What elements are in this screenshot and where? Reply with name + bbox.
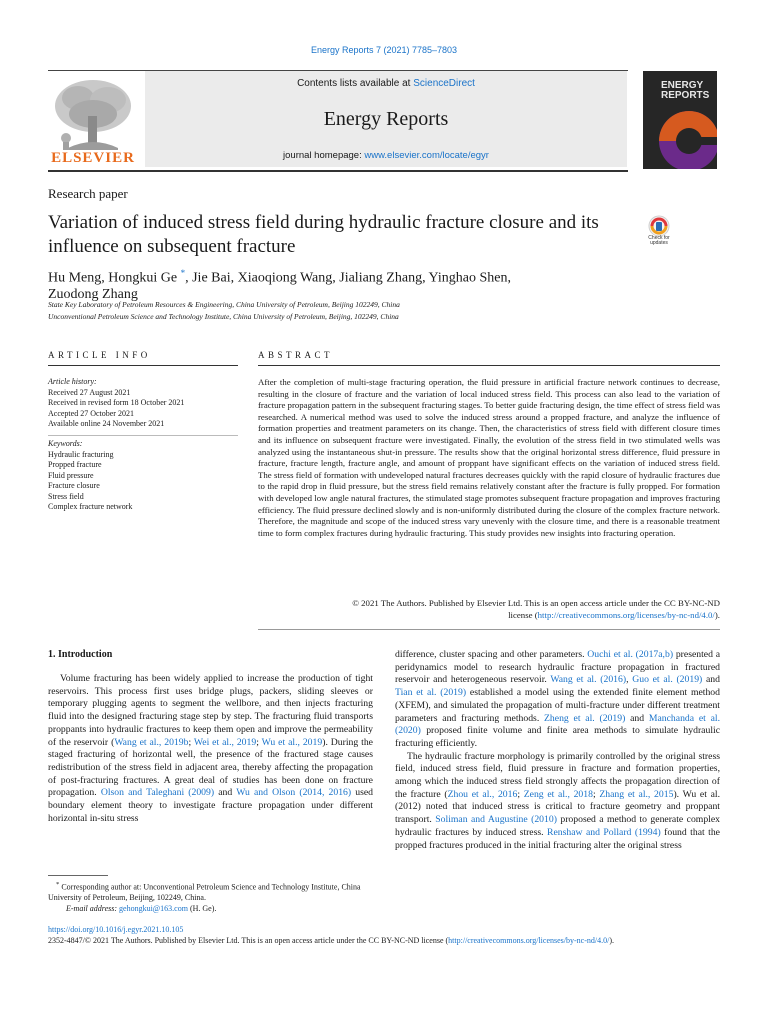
authors-part1: Hu Meng, Hongkui Ge [48, 270, 181, 286]
paper-type: Research paper [48, 186, 128, 201]
paragraph-text: presented a peridynamics model to research hydraulic fracture propagation in fractured reservoir and heterogeneous reservoir. [395, 649, 721, 686]
citation-link[interactable]: Wang et al., 2019b [114, 736, 189, 748]
citation-link[interactable]: Zheng et al. (2019) [544, 712, 626, 724]
contents-line [145, 78, 627, 89]
history-received: Received 27 August 2021 [48, 387, 131, 397]
paragraph-text: ). Wu et al. (2012) noted that induced stress is critical to fracture geometry and proppant transport. [395, 788, 721, 826]
cover-title-line1: ENERGY [661, 80, 704, 91]
abstract-bottom-rule [258, 629, 720, 630]
cover-title-line2: REPORTS [661, 90, 710, 101]
history-revised: Received in revised form 18 October 2021 [48, 398, 185, 407]
keyword: Fluid pressure [48, 470, 94, 480]
paragraph-text: proposed a method to generate complex hydraulic fractures by induced stress. [395, 814, 721, 838]
paragraph-text: ; [188, 736, 194, 748]
journal-cover-image[interactable] [643, 71, 717, 169]
doi-license-link[interactable]: http://creativecommons.org/licenses/by-nc-nd/4.0/ [448, 936, 610, 945]
authors-line2: Zuodong Zhang [48, 286, 138, 302]
citation-link[interactable]: Soliman and Augustine (2010) [435, 814, 557, 826]
citation-link[interactable]: Ouchi et al. (2017a,b) [587, 649, 674, 660]
paragraph-text: and [214, 787, 237, 799]
paragraph-text: ). During the staged fracturing of horizontal well, the presence of the fractured stage causes redistribution of the stress field in adjacent area, thereby affecting the propagation of post-fracturing fractures. A great deal of studies has been done on fracture propagation. [48, 736, 373, 799]
keyword: Stress field [48, 491, 84, 501]
footnote-email-line [48, 904, 373, 915]
check-for-updates-icon[interactable] [642, 214, 676, 254]
cover-title [661, 81, 709, 101]
abstract-heading: ABSTRACT [258, 350, 334, 360]
sciencedirect-link[interactable]: ScienceDirect [413, 78, 475, 89]
license-suffix: ). [714, 610, 720, 620]
intro-paragraph [48, 673, 373, 825]
intro-left-column [48, 673, 373, 825]
keyword: Hydraulic fracturing [48, 449, 114, 459]
article-info-divider [48, 435, 238, 436]
authors-part2: , Jie Bai, Xiaoqiong Wang, Jialiang Zhang, Yinghao Shen, [185, 270, 511, 286]
citation-link[interactable]: Zhou et al., 2016 [447, 788, 518, 800]
keywords [48, 439, 238, 513]
license-prefix: license ( [508, 610, 538, 620]
footnote-rule [48, 875, 108, 876]
contents-prefix: Contents lists available at [297, 78, 414, 89]
license-link[interactable]: http://creativecommons.org/licenses/by-nc-nd/4.0/ [537, 610, 715, 620]
paragraph-text: found that the propped fractures produced in the initial fracturing alter the original stress [395, 826, 720, 851]
keywords-label: Keywords: [48, 439, 83, 448]
paragraph-text: Volume fracturing has been widely applied to increase the production of tight reservoirs. This process first uses bridge plugs, packers, sliding sleeves or temporary plugging agents to segment the wellbore, and then injects fracturing fluid into the designed fracturing stage step by step. The fracturing fluid transports proppants into hydraulic fractures to keep them open and improve the permeability of the reservoir ( [48, 673, 373, 748]
keyword: Fracture closure [48, 481, 100, 490]
doi-license-suffix: ). [609, 936, 614, 945]
citation-link[interactable]: Zhang et al., 2015 [599, 788, 674, 800]
paragraph-text: proposed finite volume and finite area methods to simulate hydraulic fracturing efficiently. [395, 725, 720, 749]
citation-link[interactable]: Zeng et al., 2018 [523, 788, 593, 800]
abstract-copyright: © 2021 The Authors. Published by Elsevier Ltd. This is an open access article under the CC BY-NC-ND [352, 598, 720, 608]
history-accepted: Accepted 27 October 2021 [48, 408, 134, 418]
email-label: E-mail address: [66, 903, 120, 913]
corresponding-author-mark[interactable]: * [180, 268, 186, 278]
citation-link[interactable]: Tian et al. (2019) [395, 687, 467, 699]
citation-link[interactable]: Renshaw and Pollard (1994) [547, 826, 661, 838]
check-for-updates-label: Check for updates [648, 235, 670, 246]
citation-link[interactable]: Manchanda et al. (2020) [395, 712, 721, 737]
paragraph-text: , [626, 674, 633, 686]
doi-license-prefix: 2352-4847/© 2021 The Authors. Published by Elsevier Ltd. This is an open access article under the CC BY-NC-ND license ( [48, 936, 449, 945]
abstract-rule [258, 365, 720, 366]
journal-homepage [145, 150, 627, 161]
footnote-corresponding [48, 880, 373, 904]
journal-citation[interactable]: Energy Reports 7 (2021) 7785–7803 [310, 45, 458, 55]
citation-link[interactable]: Wang et al. (2016) [550, 674, 627, 686]
paragraph-text: The hydraulic fracture morphology is primarily controlled by the original stress field, induced stress field, fluid pressure in fracture and formation properties, among which the induced stress field strongly affects the propagation direction of the fracture ( [395, 750, 720, 800]
paragraph-text: difference, cluster spacing and other parameters. [395, 649, 588, 660]
footnote [48, 880, 373, 914]
elsevier-wordmark: ELSEVIER [51, 150, 135, 166]
introduction-heading: 1. Introduction [48, 649, 113, 660]
abstract-text: After the completion of multi-stage fracturing operation, the fluid pressure in artificial fracture network continues to decrease, resulting in the closure of fracture and the variation of local induced stress field. This process can also lead to the variation of fracture propagation pattern in the subsequent fracturing stages. To better guide fracturing design, the time effect of stress field was researched. A numerical method was used to solve the induced stress around a propped fracture, and analyze the influence of formation properties and treatment parameters on its change. Then, the characteristics of stress field with different closure times and its influence on subsequent fracture were investigated. Finally, the evolution of the stress field in two stimulated wells was analyzed using the instantaneous shut-in pressure. The results show that the original horizontal stress difference, fluid pressure in fracture, fracture length, fracture angle, and amount of proppant have significant effects on the variation of induced stress field. The stress field of formation with undeveloped natural fractures decreases quickly with the rapid closure of hydraulic fractures due to the rapid drop in fluid pressure, but the stress field remains relatively constant after the fracture is fully propped. For formation with developed low angle natural fractures, the stimulated stage promotes subsequent fracture propagation and improves fracturing efficiency. The fluid pressure declined slowly and is non-uniformly distributed during the closure of the complex fracture network. Therefore, the magnitude and scope of the induced stress vary unevenly with the closure time, and there is a reasonable treatment time to form complex fractures during hydraulic fracturing. This study provides new insights into fracturing operation. [258, 377, 720, 538]
doi-block [48, 924, 720, 946]
intro-right-column [395, 649, 720, 852]
email-suffix: (H. Ge). [187, 903, 217, 913]
keyword: Complex fracture network [48, 502, 133, 511]
footnote-text: Corresponding author at: Unconventional Petroleum Science and Technology Institute, China University of Petroleum, Beijing, 102249, China. [48, 882, 361, 903]
history-label: Article history: [48, 377, 97, 386]
history-online: Available online 24 November 2021 [48, 419, 165, 428]
footnote-star: * [56, 881, 60, 888]
article-history [48, 377, 238, 430]
paragraph-text: ; [517, 788, 524, 800]
homepage-prefix: journal homepage: [283, 150, 365, 161]
article-info-heading: ARTICLE INFO [48, 350, 151, 360]
doi-link[interactable]: https://doi.org/10.1016/j.egyr.2021.10.105 [48, 925, 184, 934]
citation-link[interactable]: Wu et al., 2019 [261, 736, 323, 748]
email-link[interactable]: gehongkui@163.com [119, 903, 188, 913]
paragraph-text: and [625, 712, 649, 724]
citation-link[interactable]: Guo et al. (2019) [632, 674, 703, 686]
affiliation-2: Unconventional Petroleum Science and Technology Institute, China University of Petroleum, Beijing, 102249, China [48, 312, 399, 321]
abstract-license [258, 610, 720, 622]
header-rule-bottom [48, 170, 628, 172]
paragraph-text: used boundary element theory to investigate fracture propagation under different horizontal in-situ stress [48, 787, 374, 824]
citation-link[interactable]: Olson and Taleghani (2009) [100, 787, 215, 799]
keyword: Propped fracture [48, 460, 102, 469]
article-info-rule [48, 365, 238, 366]
publisher-license-line [48, 935, 720, 946]
intro-paragraph [395, 751, 720, 853]
paragraph-text: established a model using the extended finite element method (XFEM), and simulated the propagation of multi-fracture under different treatment parameters and fracturing methods. [395, 687, 720, 724]
journal-title: Energy Reports [323, 108, 449, 130]
intro-paragraph [395, 649, 720, 751]
paragraph-text: and [702, 674, 720, 686]
authors [48, 265, 628, 303]
homepage-link[interactable]: www.elsevier.com/locate/egyr [364, 150, 489, 161]
citation-link[interactable]: Wu and Olson (2014, 2016) [236, 787, 352, 799]
paragraph-text: ; [256, 736, 262, 748]
article-title: Variation of induced stress field during hydraulic fracture closure and its influence on subsequent fracture [48, 212, 599, 257]
affiliation-1: State Key Laboratory of Petroleum Resources & Engineering, China University of Petroleum, Beijing 102249, China [48, 300, 400, 309]
citation-link[interactable]: Wei et al., 2019 [193, 736, 257, 748]
paragraph-text: ; [592, 788, 600, 800]
